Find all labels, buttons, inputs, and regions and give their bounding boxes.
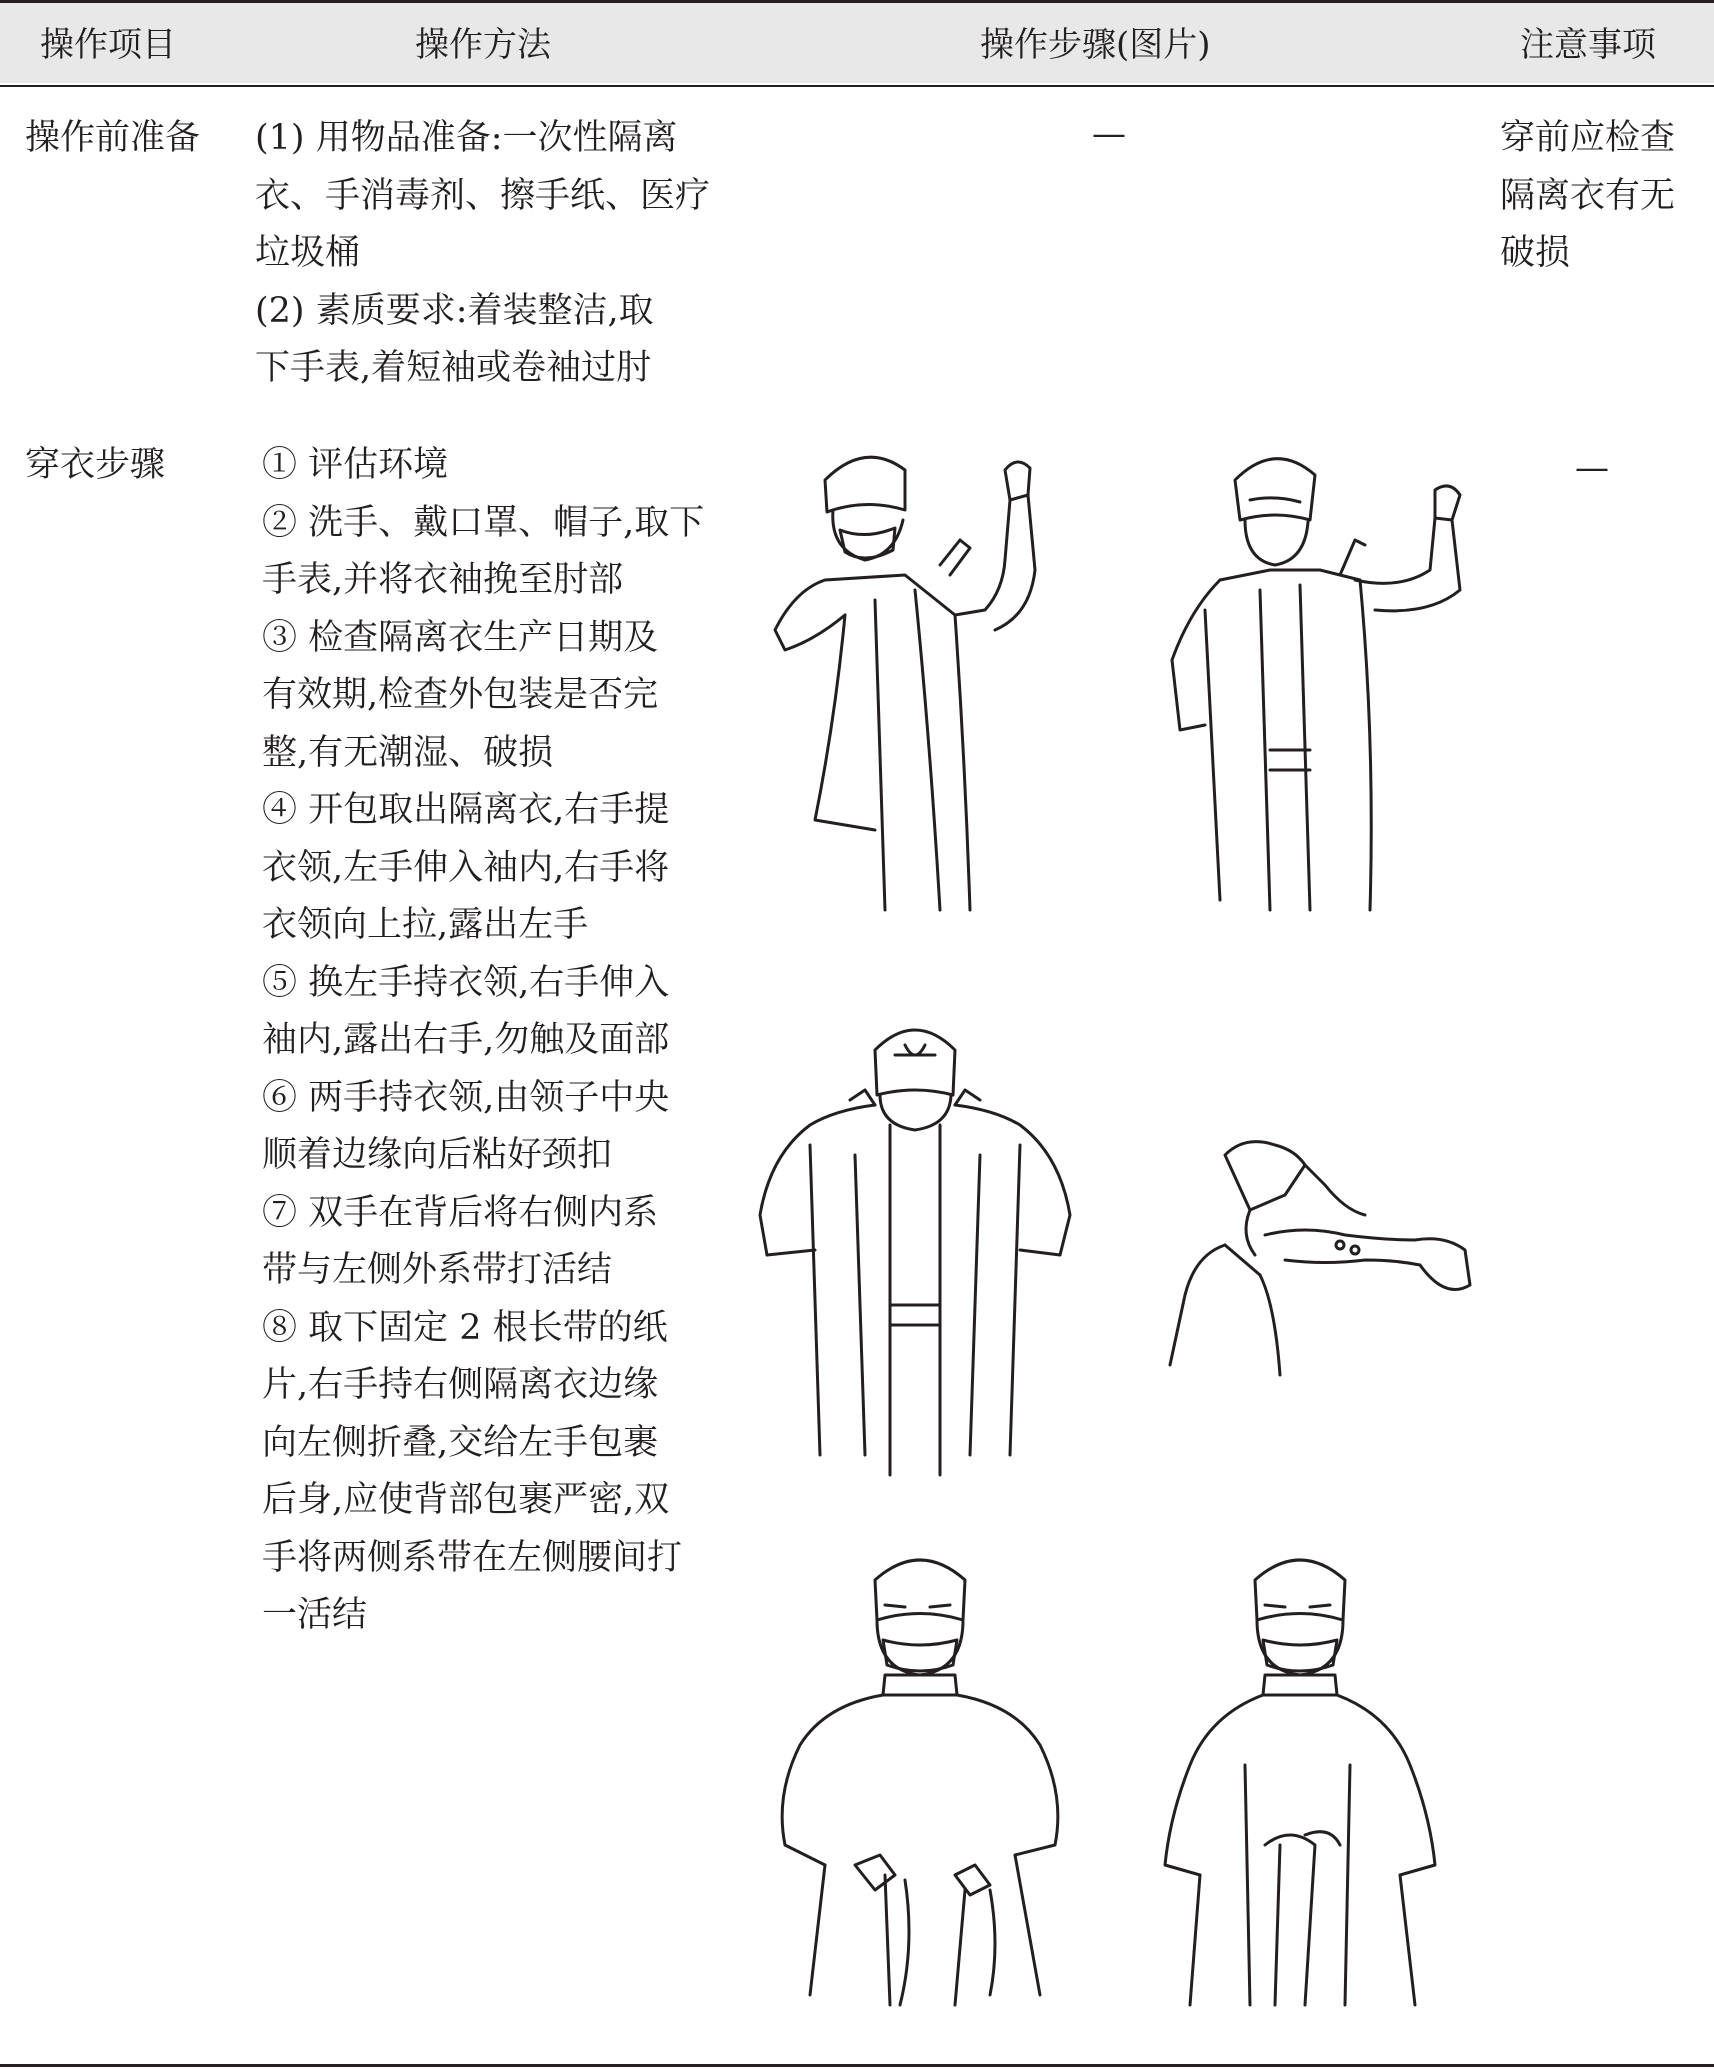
- gown-back-neck-fastening-figure: [755, 1015, 1085, 1480]
- table-header-row: [0, 3, 1714, 83]
- header-bottom-rule: [0, 85, 1714, 87]
- steps-image-dash: —: [1092, 114, 1126, 154]
- method-line: 衣、手消毒剂、擦手纸、医疗: [255, 175, 711, 216]
- gown-back-right-sleeve-figure: [1160, 440, 1480, 920]
- method-line: 向左侧折叠,交给左手包裹: [262, 1422, 659, 1463]
- notes-dash: —: [1575, 448, 1609, 488]
- method-line: 带与左侧外系带打活结: [262, 1250, 613, 1290]
- method-line: 衣领向上拉,露出左手: [262, 905, 589, 945]
- method-line: 有效期,检查外包装是否完: [262, 675, 659, 715]
- gown-front-belt-tied-figure: [1155, 1545, 1475, 2015]
- method-line: ④ 开包取出隔离衣,右手提: [262, 790, 670, 830]
- method-line: (2) 素质要求:着装整洁,取: [255, 290, 654, 331]
- method-line: ⑥ 两手持衣领,由领子中央: [262, 1077, 670, 1118]
- notes-line: 穿前应检查: [1500, 118, 1676, 158]
- row-item-label: 操作前准备: [25, 118, 201, 158]
- method-line: 顺着边缘向后粘好颈扣: [262, 1135, 613, 1175]
- method-line: 下手表,着短袖或卷袖过肘: [255, 348, 652, 388]
- row-notes-text: [1500, 110, 1675, 283]
- method-line: 一活结: [262, 1595, 368, 1635]
- method-line: ③ 检查隔离衣生产日期及: [262, 617, 659, 658]
- row-method-text: [255, 110, 710, 398]
- header-steps-image: 操作步骤(图片): [980, 25, 1211, 65]
- gown-front-left-sleeve-figure: [755, 440, 1075, 920]
- hands-tying-inner-straps-figure: [1165, 1125, 1485, 1385]
- method-line: 手表,并将衣袖挽至肘部: [262, 560, 624, 600]
- method-line: ① 评估环境: [262, 445, 449, 485]
- method-line: ⑤ 换左手持衣领,右手伸入: [262, 962, 670, 1003]
- method-line: 衣领,左手伸入袖内,右手将: [262, 847, 670, 888]
- header-item: 操作项目: [40, 25, 176, 65]
- method-line: 手将两侧系带在左侧腰间打: [262, 1537, 683, 1578]
- method-line: 片,右手持右侧隔离衣边缘: [262, 1365, 659, 1405]
- method-line: 袖内,露出右手,勿触及面部: [262, 1020, 670, 1060]
- row-item-label: 穿衣步骤: [25, 445, 166, 485]
- method-line: 后身,应使背部包裹严密,双: [262, 1480, 670, 1520]
- header-method: 操作方法: [415, 25, 551, 65]
- table-bottom-rule: [0, 2064, 1714, 2067]
- row-method-text: [262, 437, 704, 1645]
- notes-line: 隔离衣有无: [1500, 175, 1676, 216]
- method-line: ⑧ 取下固定 2 根长带的纸: [262, 1307, 668, 1348]
- header-notes: 注意事项: [1520, 25, 1656, 65]
- notes-line: 破损: [1500, 233, 1571, 273]
- method-line: 整,有无潮湿、破损: [262, 732, 554, 773]
- gown-front-tying-waist-figure: [765, 1545, 1095, 2015]
- method-line: (1) 用物品准备:一次性隔离: [255, 118, 678, 158]
- method-line: ⑦ 双手在背后将右侧内系: [262, 1192, 659, 1233]
- method-line: ② 洗手、戴口罩、帽子,取下: [262, 502, 705, 543]
- method-line: 垃圾桶: [255, 233, 361, 273]
